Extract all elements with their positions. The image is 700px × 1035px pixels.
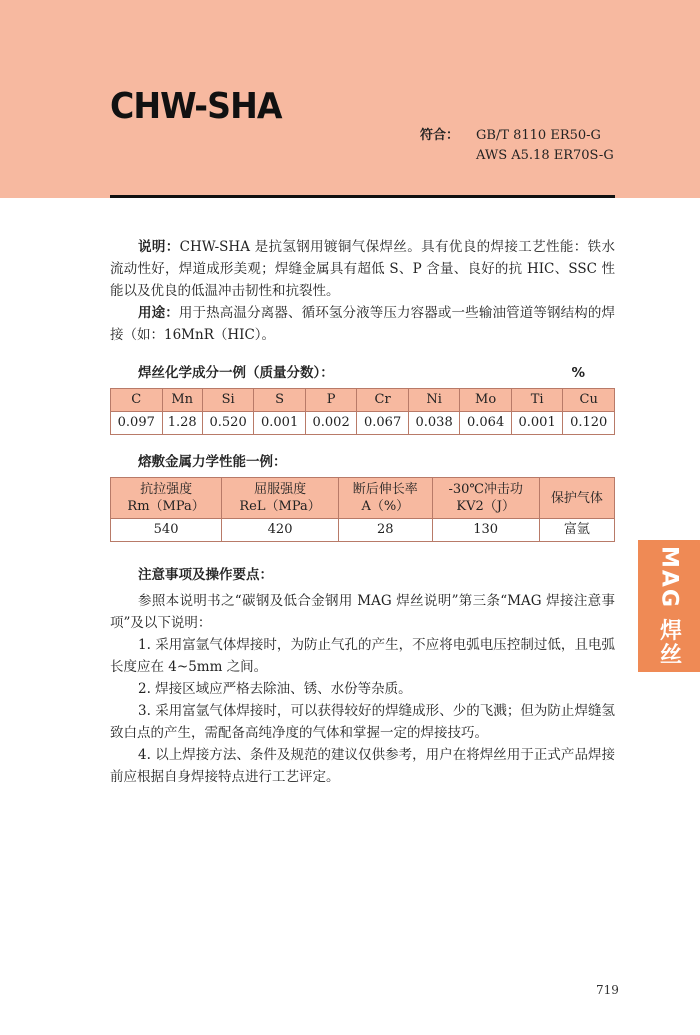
mech-value-cell: 130 bbox=[432, 519, 539, 542]
notes-item: 2. 焊接区域应严格去除油、锈、水份等杂质。 bbox=[138, 681, 412, 697]
mech-value-cell: 540 bbox=[111, 519, 222, 542]
mechanical-header-row bbox=[111, 478, 615, 519]
chem-header-cell: Cu bbox=[563, 389, 615, 412]
page-title: CHW-SHA bbox=[110, 86, 282, 127]
mech-header-cell: 断后伸长率 A（%） bbox=[338, 478, 432, 519]
notes-item: 1. 采用富氩气体焊接时，为防止气孔的产生，不应将电弧电压控制过低，且电弧长度应在 4~5mm 之间。 bbox=[110, 637, 615, 675]
chem-value-cell: 1.28 bbox=[162, 412, 202, 435]
mech-value-cell: 420 bbox=[222, 519, 339, 542]
chem-header-cell: Ni bbox=[408, 389, 460, 412]
side-tab-label: MAG 焊丝 bbox=[656, 545, 682, 667]
description-text: CHW-SHA 是抗氢钢用镀铜气保焊丝。具有优良的焊接工艺性能：铁水流动性好，焊道成形美观；焊缝金属具有超低 S、P 含量、良好的抗 HIC、SSC 性能以及优良的低温冲击韧性和抗裂性。 bbox=[110, 239, 615, 299]
mech-header-cell: 保护气体 bbox=[539, 478, 614, 519]
standard-gb: GB/T 8110 ER50-G bbox=[476, 128, 601, 143]
mech-value-cell: 富氩 bbox=[539, 519, 614, 542]
notes-item: 4. 以上焊接方法、条件及规范的建议仅供参考，用户在将焊丝用于正式产品焊接前应根据自身焊接特点进行工艺评定。 bbox=[110, 747, 615, 785]
mechanical-title: 熔敷金属力学性能一例： bbox=[138, 454, 287, 470]
chem-value-cell: 0.064 bbox=[460, 412, 512, 435]
chemical-value-row bbox=[111, 412, 615, 435]
chem-header-cell: Cr bbox=[357, 389, 409, 412]
notes-section bbox=[110, 564, 615, 788]
chem-header-cell: S bbox=[254, 389, 306, 412]
standards-label: 符合： bbox=[420, 128, 460, 143]
usage-label: 用途： bbox=[138, 305, 179, 321]
chem-value-cell: 0.120 bbox=[563, 412, 615, 435]
mech-header-cell: 屈服强度 ReL（MPa） bbox=[222, 478, 339, 519]
chem-header-cell: Si bbox=[202, 389, 254, 412]
mechanical-table bbox=[110, 477, 615, 542]
chem-value-cell: 0.001 bbox=[254, 412, 306, 435]
header-band bbox=[0, 0, 700, 198]
chemical-header-row bbox=[111, 389, 615, 412]
chem-header-cell: Mn bbox=[162, 389, 202, 412]
chem-value-cell: 0.097 bbox=[111, 412, 163, 435]
mech-header-cell: 抗拉强度 Rm（MPa） bbox=[111, 478, 222, 519]
description-label: 说明： bbox=[138, 239, 180, 255]
chem-value-cell: 0.520 bbox=[202, 412, 254, 435]
chem-header-cell: P bbox=[305, 389, 357, 412]
mech-header-cell: -30℃冲击功 KV2（J） bbox=[432, 478, 539, 519]
usage-paragraph bbox=[110, 302, 615, 346]
notes-title: 注意事项及操作要点： bbox=[138, 567, 273, 583]
main-content bbox=[110, 236, 615, 788]
standards-block bbox=[420, 126, 614, 166]
chemical-unit: % bbox=[571, 365, 585, 381]
chemical-table bbox=[110, 388, 615, 435]
header-rule bbox=[110, 195, 615, 198]
chem-header-cell: C bbox=[111, 389, 163, 412]
usage-text: 用于热高温分离器、循环氢分液等压力容器或一些输油管道等钢结构的焊接（如：16MnR（HIC）。 bbox=[110, 305, 616, 343]
mech-value-cell: 28 bbox=[338, 519, 432, 542]
page-number: 719 bbox=[596, 983, 619, 997]
notes-item: 3. 采用富氩气体焊接时，可以获得较好的焊缝成形、少的飞溅；但为防止焊缝氢致白点的产生，需配备高纯净度的气体和掌握一定的焊接技巧。 bbox=[110, 703, 615, 741]
chem-value-cell: 0.001 bbox=[511, 412, 563, 435]
description-paragraph bbox=[110, 236, 615, 302]
chem-value-cell: 0.002 bbox=[305, 412, 357, 435]
standard-aws: AWS A5.18 ER70S-G bbox=[476, 148, 614, 163]
chem-header-cell: Ti bbox=[511, 389, 563, 412]
chem-value-cell: 0.038 bbox=[408, 412, 460, 435]
side-tab bbox=[638, 540, 700, 672]
notes-intro: 参照本说明书之“碳钢及低合金钢用 MAG 焊丝说明”第三条“MAG 焊接注意事项”及以下说明： bbox=[110, 593, 615, 631]
chem-header-cell: Mo bbox=[460, 389, 512, 412]
chem-value-cell: 0.067 bbox=[357, 412, 409, 435]
chemical-title: 焊丝化学成分一例（质量分数）： % bbox=[138, 362, 615, 384]
mechanical-value-row bbox=[111, 519, 615, 542]
